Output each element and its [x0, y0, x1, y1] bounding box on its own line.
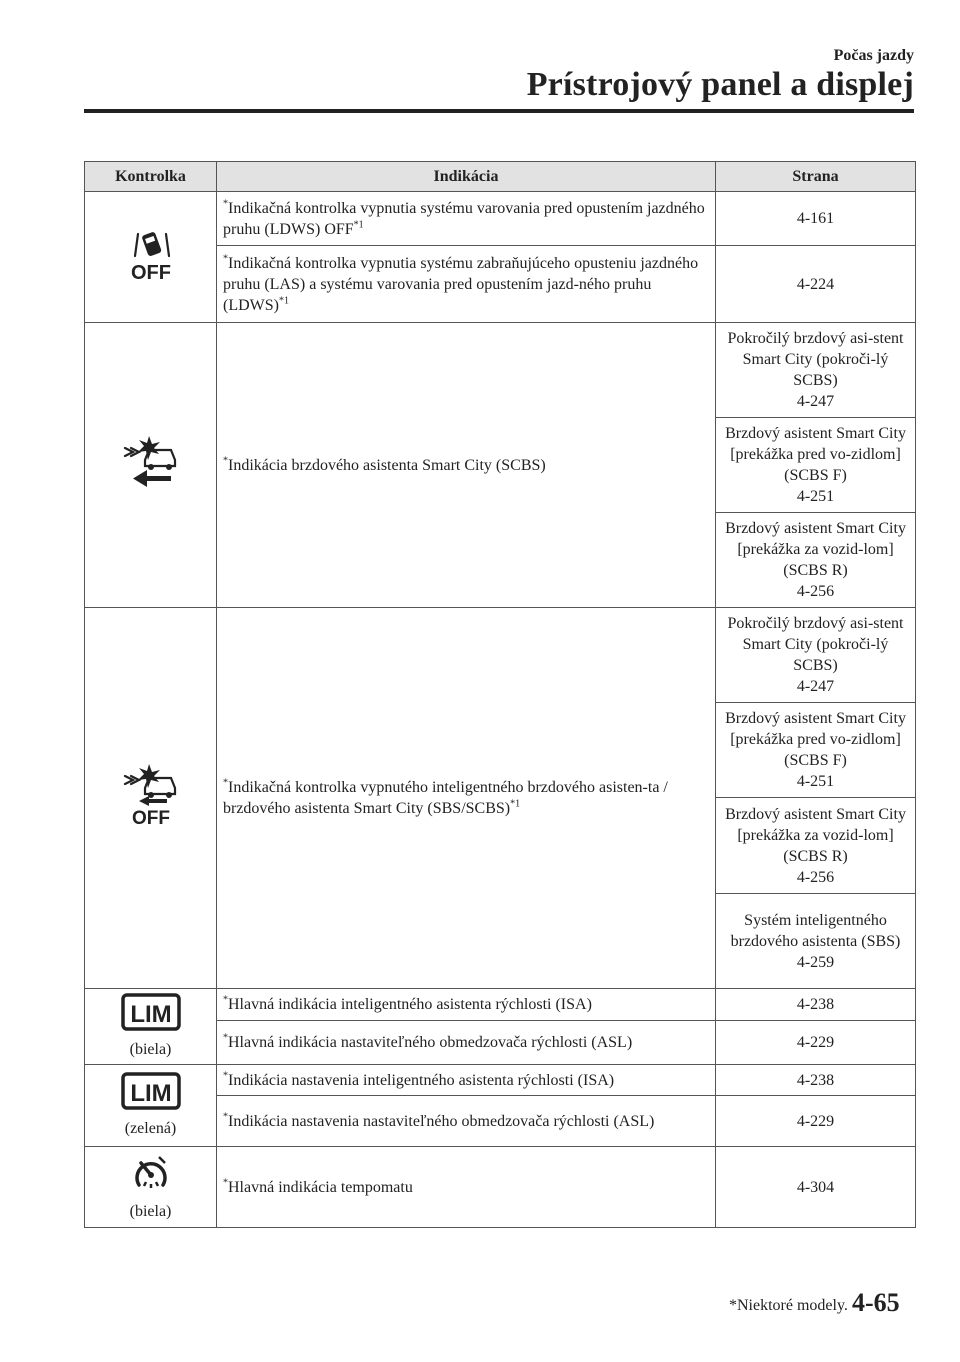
icon-color-caption: (biela) [129, 1041, 172, 1058]
svg-text:OFF: OFF [131, 808, 170, 828]
page-reference: Brzdový asistent Smart City [prekážka pred vo-zidlom] (SCBS F) 4-251 [716, 703, 916, 798]
indicator-icon-cell [85, 192, 217, 323]
indicator-table [84, 161, 916, 1228]
indication-text: *Indikácia nastavenia inteligentného asistenta rýchlosti (ISA) [217, 1065, 716, 1096]
page-reference: Pokročilý brzdový asi-stent Smart City (pokroči-lý SCBS) 4-247 [716, 323, 916, 418]
indication-text: *Hlavná indikácia tempomatu [217, 1147, 716, 1228]
page-reference: 4-238 [716, 1065, 916, 1096]
indicator-icon-cell [85, 323, 217, 608]
column-header: Kontrolka [85, 162, 217, 192]
table-row [85, 1147, 916, 1228]
lane-departure-off-icon [121, 226, 181, 282]
column-header: Indikácia [217, 162, 716, 192]
column-header: Strana [716, 162, 916, 192]
table-header-row [85, 162, 916, 192]
indication-text: *Indikačná kontrolka vypnutého inteligentného brzdového asisten-ta / brzdového asistenta Smart City (SBS/SCBS)$^{*1}$ [217, 608, 716, 989]
indicator-icon-cell [85, 1147, 217, 1228]
table-row [85, 192, 916, 246]
svg-text:LIM: LIM [129, 1080, 172, 1107]
table-row [85, 1065, 916, 1096]
indicator-icon-cell [85, 1065, 217, 1147]
page-reference: 4-304 [716, 1147, 916, 1228]
icon-color-caption: (biela) [129, 1202, 172, 1220]
header-rule [84, 109, 914, 113]
table-row [85, 323, 916, 418]
indication-text: *Hlavná indikácia nastaviteľného obmedzovača rýchlosti (ASL) [217, 1020, 716, 1064]
page-number: 4-65 [852, 1288, 900, 1317]
page-reference: 4-238 [716, 989, 916, 1021]
page-reference: Pokročilý brzdový asi-stent Smart City (pokroči-lý SCBS) 4-247 [716, 608, 916, 703]
page-reference: 4-229 [716, 1020, 916, 1064]
svg-text:OFF: OFF [130, 262, 171, 282]
section-label: Počas jazdy [833, 47, 914, 64]
indicator-icon-cell [85, 989, 217, 1065]
page-reference: Brzdový asistent Smart City [prekážka za vozid-lom] (SCBS R) 4-256 [716, 798, 916, 894]
lim-icon [121, 993, 181, 1031]
page-reference: 4-161 [716, 192, 916, 246]
indicator-icon-cell [85, 608, 217, 989]
indication-text: *Indikačná kontrolka vypnutia systému varovania pred opustením jazdného pruhu (LDWS) OFF$^{*1}$ [217, 192, 716, 246]
smart-city-brake-icon [119, 434, 183, 490]
page-reference: Systém inteligentného brzdového asistenta (SBS) 4-259 [716, 894, 916, 989]
page-reference: Brzdový asistent Smart City [prekážka za vozid-lom] (SCBS R) 4-256 [716, 513, 916, 608]
table-row [85, 989, 916, 1021]
indication-text: *Indikácia nastavenia nastaviteľného obmedzovača rýchlosti (ASL) [217, 1096, 716, 1147]
footnote: *Niektoré modely. [729, 1297, 848, 1314]
indication-text: *Hlavná indikácia inteligentného asistenta rýchlosti (ISA) [217, 989, 716, 1021]
cruise-control-icon [129, 1153, 173, 1193]
svg-text:LIM: LIM [129, 1001, 172, 1028]
page-reference: Brzdový asistent Smart City [prekážka pred vo-zidlom] (SCBS F) 4-251 [716, 418, 916, 513]
table-row [85, 608, 916, 703]
indication-text: *Indikácia brzdového asistenta Smart City (SCBS) [217, 323, 716, 608]
page-reference: 4-229 [716, 1096, 916, 1147]
page-title: Prístrojový panel a displej [526, 66, 914, 103]
smart-brake-off-icon [119, 762, 183, 828]
icon-color-caption: (zelená) [124, 1120, 177, 1137]
indication-text: *Indikačná kontrolka vypnutia systému zabraňujúceho opusteniu jazdného pruhu (LAS) a systému varovania pred opustením jazd-ného pruhu (LDWS)$^{*1}$ [217, 246, 716, 323]
page-reference: 4-224 [716, 246, 916, 323]
lim-icon [121, 1072, 181, 1110]
